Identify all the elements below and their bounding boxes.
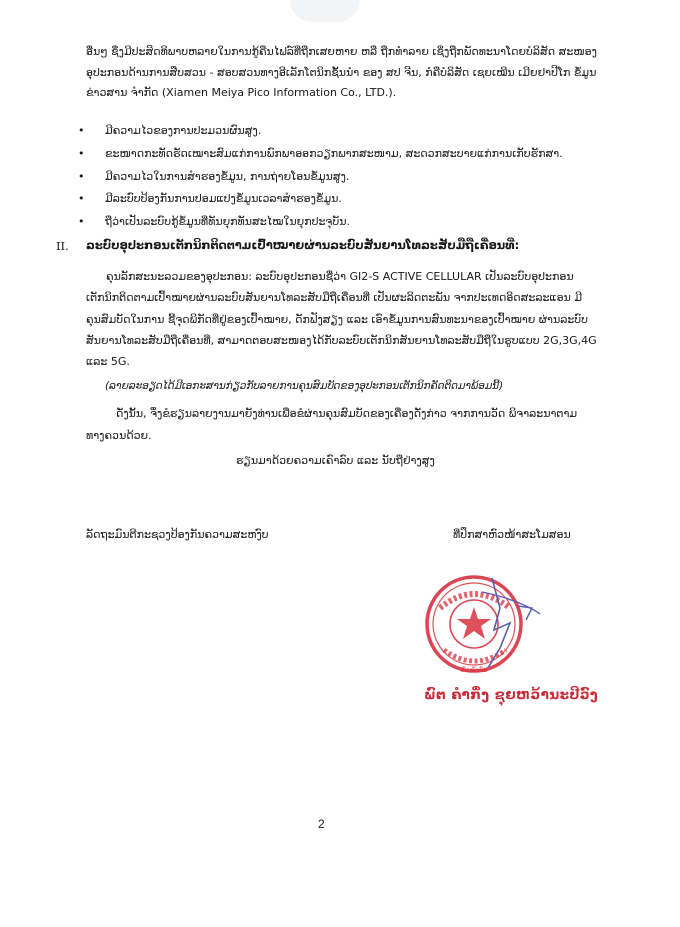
list-item: • ມີຄວາມໄວຂອງການປະມວນຜົນສູງ. (78, 120, 598, 143)
official-stamp (422, 568, 542, 686)
page-number: 2 (318, 817, 325, 831)
bullet-icon: • (78, 215, 85, 229)
signature-right-title: ທີ່ປຶກສາຫົວໜ້າສະໂມສອນ (453, 528, 571, 541)
list-item: • ມີຄວາມໄວໃນການສຳຮອງຂໍ້ມູນ, ການຖ່າຍໂອນຂໍ້ມູນສູງ. (78, 166, 598, 189)
feature-list (78, 120, 598, 234)
svg-text:ຫົວໜ້າກົມ: ຫົວໜ້າກົມ (460, 667, 488, 674)
section-number: II. (56, 239, 69, 253)
closing-line: ຮຽນມາດ້ວຍຄວາມເຄົາລົບ ແລະ ນັບຖືຢ່າງສູງ (236, 454, 435, 467)
intro-paragraph: ອື່ນໆ ຊຶ່ງມີປະສິດທິພາບຫລາຍໃນການກູ້ຄືນໄຟລ໌ທີ່ຖືກເສຍຫາຍ ຫລື ຖືກທຳລາຍ ເຊິ່ງຖືກພັດທະນາໂດຍບໍລິສັດ ສະໜອງອຸປະກອນດ້ານການສືບສວນ - ສອບສວນທາງອີເລັກໂຕນິກຊັ້ນນຳ ຂອງ ສປ ຈີນ, ກໍຄືບໍລິສັດ ເຊຍເໝີນ ເມີຍຢາປີໂກ ຂໍ້ມູນຂ່າວສານ ຈຳກັດ (Xiamen Meiya Pico Information Co., LTD.). (86, 45, 597, 99)
stamp-seal (427, 577, 521, 674)
signer-name: ພົຕ ຄຳກຶ່ງ ຊຸຍຫວ້ານະປີວົງ (424, 687, 599, 703)
list-item: • ຂະໜາດກະທັດຮັດເໝາະສົມແກ່ການພົກພາອອກວຽກພາກສະໜາມ, ສະດວກສະບາຍແກ່ການເກັບຮັກສາ. (78, 143, 598, 166)
bullet-icon: • (78, 169, 85, 183)
request-paragraph: ດັ່ງນັ້ນ, ຈຶ່ງຂໍຮຽນລາຍງານມາຍັງທ່ານເພື່ອຂໍຜ່ານຄຸນສົມບັດຂອງເຄື່ອງດັ່ງກ່າວ ຈາກການວັດ ພິຈາລະນາຕາມທາງຄວນດ້ວຍ. (86, 407, 578, 442)
bullet-icon: • (78, 146, 85, 160)
header-watermark (290, 0, 360, 22)
attachment-note: (ລາຍລະອຽດໄດ້ມີເອກະສານກ່ຽວກັບລາຍການຄຸນສົມບັດຂອງອຸປະກອນເຕັກນິກຄັດຕິດມາພ້ອມນີ້) (105, 380, 504, 392)
list-item: • ມີລະບົບປ້ອງກັນການປອມແປງຂໍ້ມູນເວລາສຳຮອງຂໍ້ມູນ. (78, 188, 598, 211)
bullet-icon: • (78, 192, 85, 206)
bullet-icon: • (78, 124, 85, 137)
list-item: • ຖືວ່າເປັນລະບົບກູ້ຂໍ້ມູນທີ່ທັນຍຸກທັນສະໄໝໃນຍຸກປະຈຸບັນ. (78, 211, 598, 234)
section-title: ລະບົບອຸປະກອນເຕັກນິກຕິດຕາມເປົ້າໝາຍຜ່ານລະບົບສັນຍານໂທລະສັບມືຖືເຄື່ອນທີ່: (86, 238, 520, 252)
section-paragraph: ຄຸນລັກສະນະລວມຂອງອຸປະກອນ: ລະບົບອຸປະກອນຊື່ວ່າ GI2-S ACTIVE CELLULAR ເປັນລະບົບອຸປະກອນເຕັກນິກຕິດຕາມເປົ້າໝາຍຜ່ານລະບົບສັນຍານໂທລະສັບມືຖືເຄື່ອນທີ່ ເປັນຜະລິດຕະພັນ ຈາກປະເທດອິດສະລະແອນ ມີຄຸນສົມບັດໃນການ ຊີ້ຈຸດພິກັດທີ່ຢູ່ຂອງເປົ້າໝາຍ, ດັກຟັງສຽງ ແລະ ເອົາຂໍ້ມູນການສົນທະນາຂອງເປົ້າໝາຍ ຜ່ານລະບົບສັນຍານໂທລະສັບມືຖືເຄື່ອນທີ່, ສາມາດຕອບສະໜອງໄດ້ກັບລະບົບເຕັກນິກສັນຍານໂທລະສັບມືຖືໃນຮູບແບບ 2G,3G,4G ແລະ 5G. (86, 270, 597, 369)
signature-left-title: ລັດຖະມົນຕີກະຊວງປ້ອງກັນຄວາມສະຫງົບ (86, 528, 269, 541)
